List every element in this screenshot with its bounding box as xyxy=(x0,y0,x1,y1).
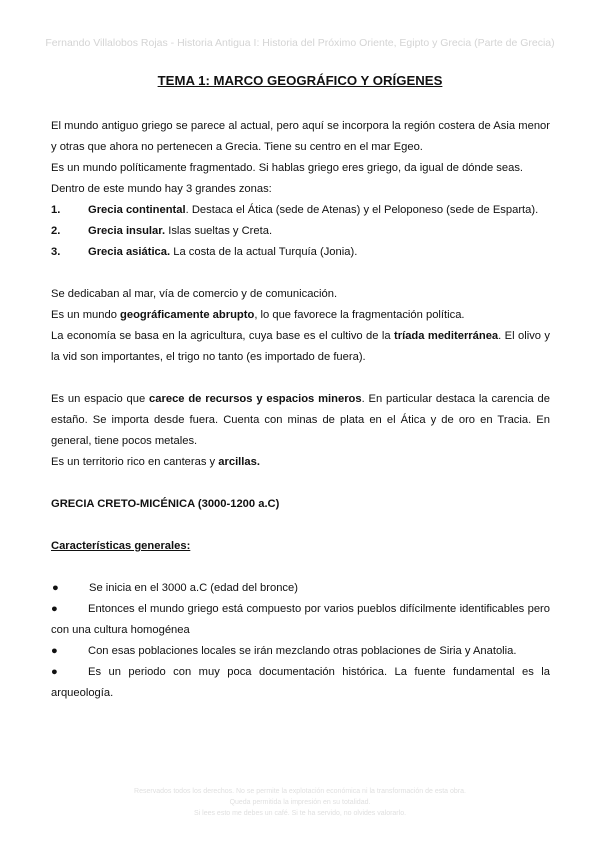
paragraph-politics: Es un mundo políticamente fragmentado. Si hablas griego eres griego, da igual de dónde seas. xyxy=(51,162,524,174)
paragraph-terrain: Es un mundo geográficamente abrupto, lo que favorece la fragmentación política. xyxy=(51,309,465,321)
paragraph-intro: El mundo antiguo griego se parece al actual, pero aquí se incorpora la región costera de Asia menor y otras que ahora no pertenecen a Grecia. Tiene su centro en el mar Egeo. xyxy=(51,120,550,153)
list-item-bold: Grecia asiática. xyxy=(88,246,171,258)
paragraph-zones-intro: Dentro de este mundo hay 3 grandes zonas: xyxy=(51,183,272,195)
list-item xyxy=(51,200,550,221)
footer-line: Queda permitida la impresión en su totalidad. xyxy=(229,799,371,806)
paragraph-sea: Se dedicaban al mar, vía de comercio y de comunicación. xyxy=(51,288,338,300)
list-item xyxy=(51,221,550,242)
page-title: TEMA 1: MARCO GEOGRÁFICO Y ORÍGENES xyxy=(157,73,443,88)
document-body xyxy=(51,116,550,704)
bullet-icon: ● xyxy=(52,582,59,594)
bullet-icon: ● xyxy=(51,666,58,678)
footer-line: Reservados todos los derechos. No se permite la explotación económica ni la transformación de esta obra. xyxy=(134,788,466,795)
list-item-text: Islas sueltas y Creta. xyxy=(165,225,273,237)
subsection-title: Características generales: xyxy=(51,540,191,552)
section-title: GRECIA CRETO-MICÉNICA (3000-1200 a.C) xyxy=(51,498,280,510)
document-header: Fernando Villalobos Rojas - Historia Antigua I: Historia del Próximo Oriente, Egipto y Grecia (Parte de Grecia) xyxy=(45,37,555,49)
bullet-text: Es un periodo con muy poca documentación histórica. La fuente fundamental es la arqueología. xyxy=(51,666,550,699)
list-item-bold: Grecia continental xyxy=(88,204,186,216)
bullet-item xyxy=(51,662,550,704)
list-number: 3. xyxy=(51,246,61,258)
bullet-item xyxy=(51,578,550,599)
list-item-text: . Destaca el Ática (sede de Atenas) y el Peloponeso (sede de Esparta). xyxy=(185,204,539,216)
bullet-item xyxy=(51,641,550,662)
list-number: 1. xyxy=(51,204,61,216)
footer-line: Si lees esto me debes un café. Si te ha servido, no olvides valorarlo. xyxy=(193,810,407,817)
bullet-text: Con esas poblaciones locales se irán mezclando otras poblaciones de Siria y Anatolia. xyxy=(88,645,517,657)
list-number: 2. xyxy=(51,225,61,237)
list-item-text: La costa de la actual Turquía (Jonia). xyxy=(170,246,358,258)
bullet-icon: ● xyxy=(51,603,58,615)
bullet-icon: ● xyxy=(51,645,58,657)
bullet-text: Se inicia en el 3000 a.C (edad del bronce) xyxy=(89,582,298,594)
list-item-bold: Grecia insular. xyxy=(88,225,166,237)
paragraph-resources: Es un espacio que carece de recursos y espacios mineros. En particular destaca la carencia de estaño. Se importa desde fuera. Cuenta con minas de plata en el Ática y de oro en Tracia. En general, tiene pocos metales. xyxy=(51,393,551,447)
bullet-text: Entonces el mundo griego está compuesto por varios pueblos difícilmente identificables pero con una cultura homogénea xyxy=(51,603,550,636)
paragraph-quarries: Es un territorio rico en canteras y arcillas. xyxy=(51,456,260,468)
bullet-item xyxy=(51,599,550,641)
document-footer xyxy=(0,786,600,819)
paragraph-economy: La economía se basa en la agricultura, cuya base es el cultivo de la tríada mediterránea. El olivo y la vid son importantes, el trigo no tanto (es importado de fuera). xyxy=(51,330,551,363)
list-item xyxy=(51,242,550,263)
